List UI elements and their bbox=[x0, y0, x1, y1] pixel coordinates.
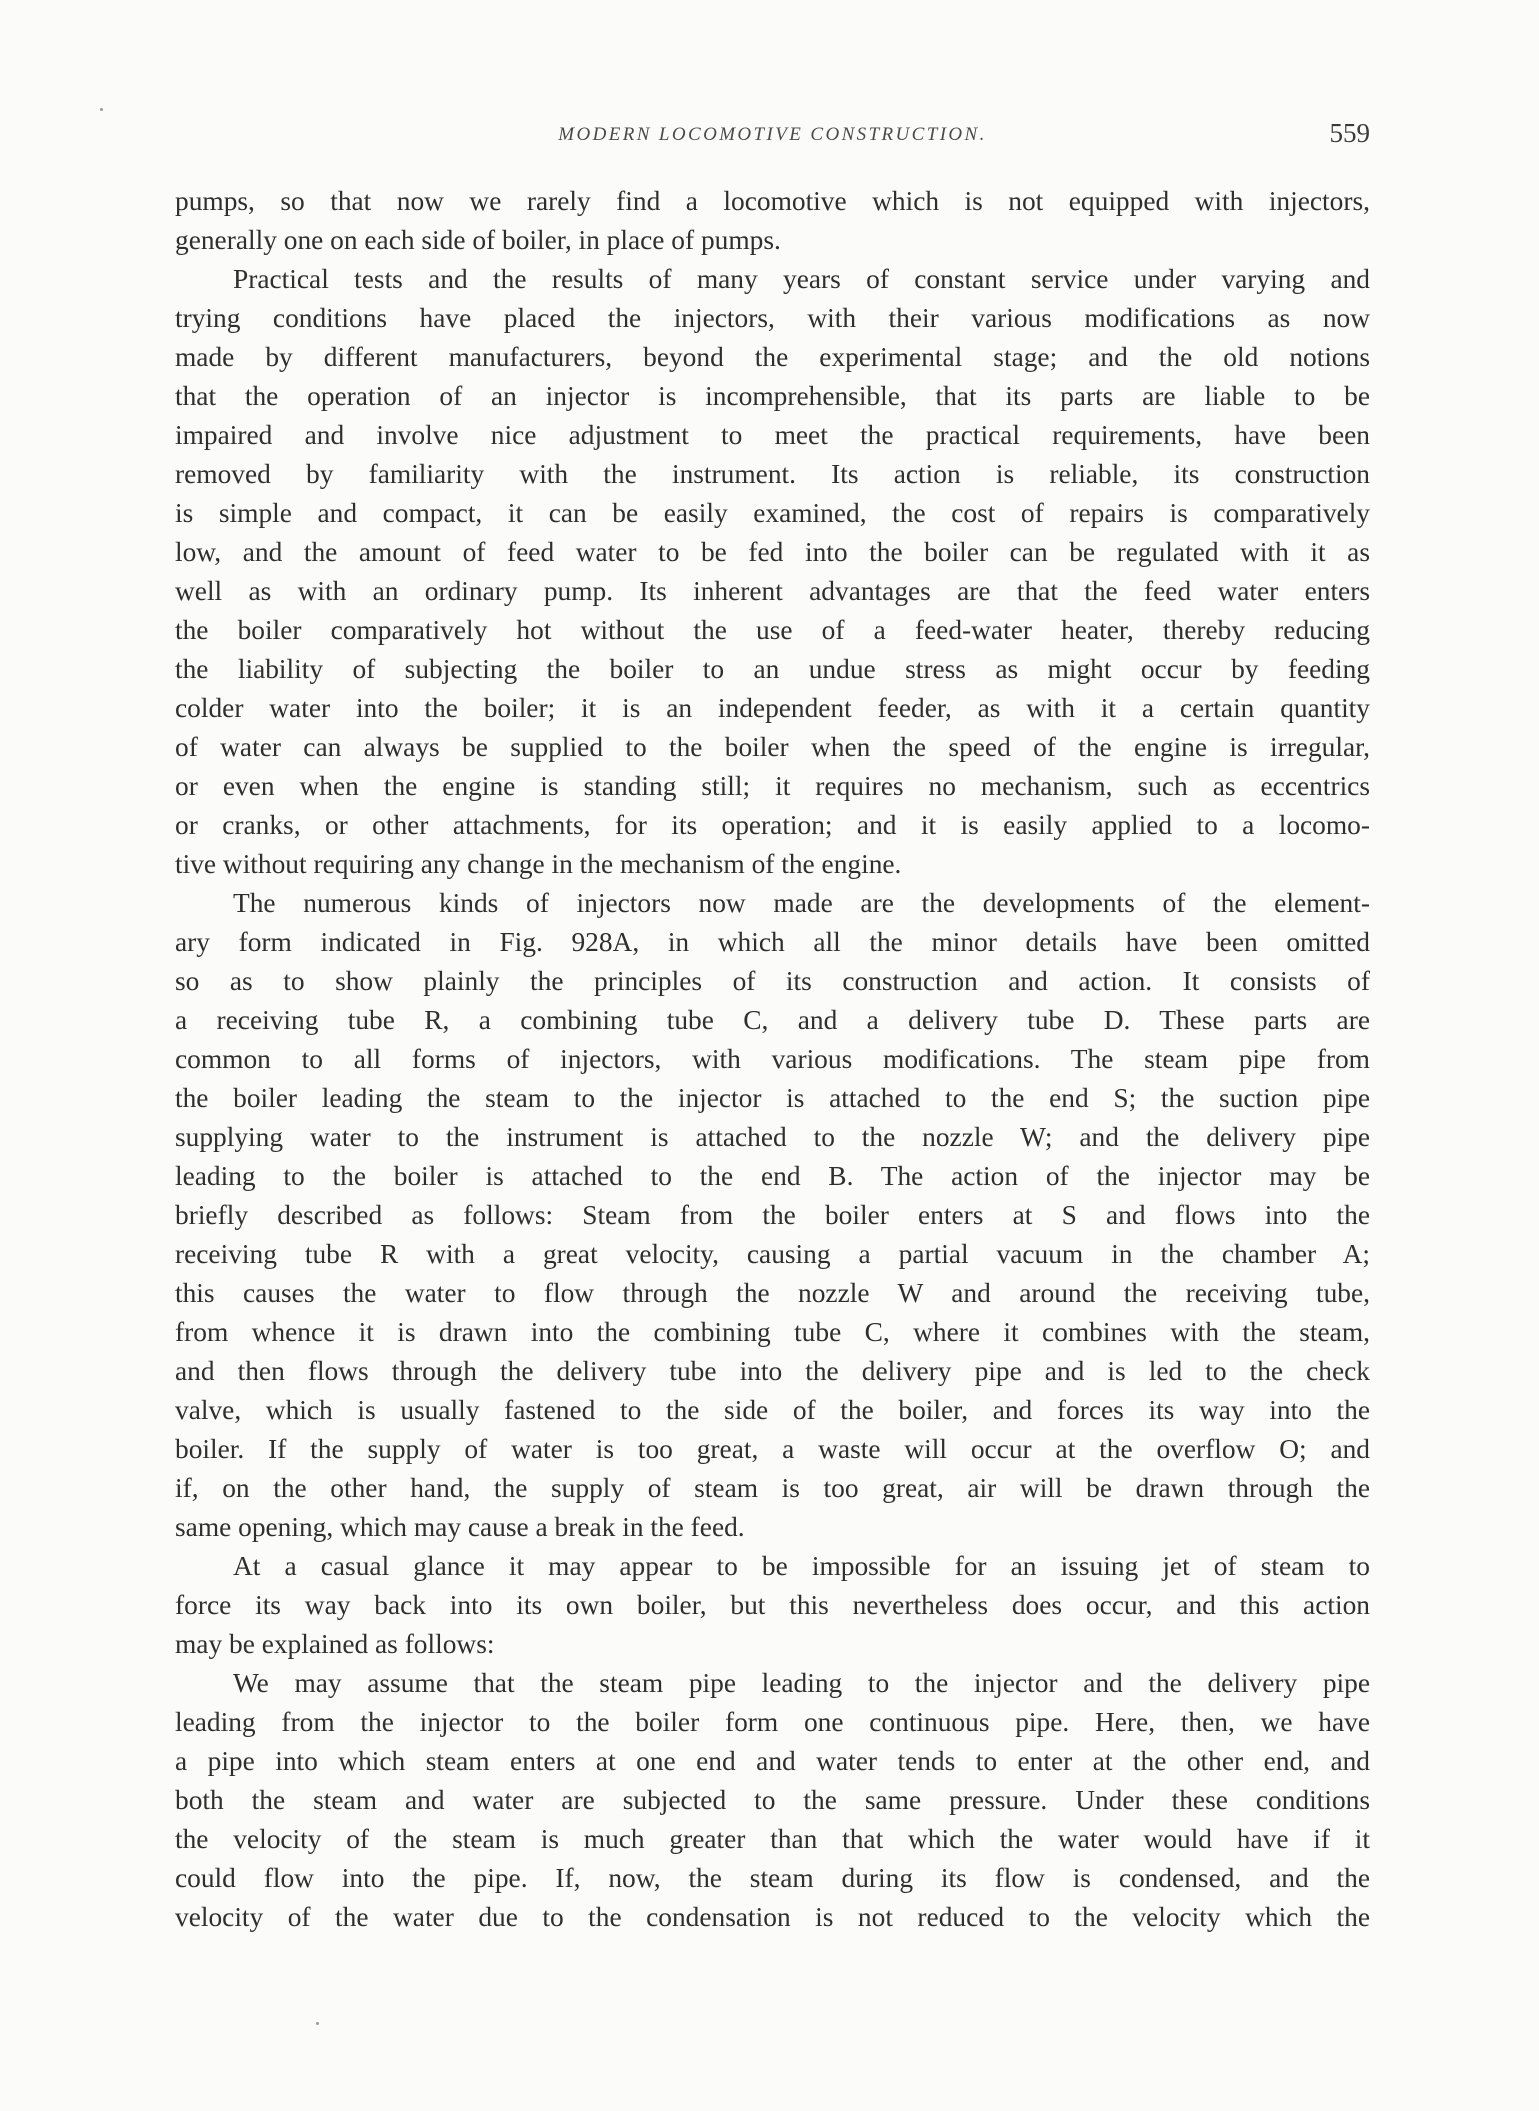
text-line: generally one on each side of boiler, in place of pumps. bbox=[175, 225, 781, 255]
text-line: At a casual glance it may appear to be impossible for an issuing jet of steam to bbox=[233, 1551, 1370, 1581]
text-line: tive without requiring any change in the mechanism of the engine. bbox=[175, 849, 902, 879]
text-line: a receiving tube R, a combining tube C, and a delivery tube D. These parts are bbox=[175, 1005, 1370, 1035]
text-line: trying conditions have placed the injectors, with their various modifications as now bbox=[175, 303, 1370, 333]
text-line: force its way back into its own boiler, but this nevertheless does occur, and this action bbox=[175, 1590, 1370, 1620]
text-line: briefly described as follows: Steam from the boiler enters at S and flows into the bbox=[175, 1200, 1370, 1230]
text-line: removed by familiarity with the instrument. Its action is reliable, its construction bbox=[175, 459, 1370, 489]
page-number: 559 bbox=[1329, 118, 1370, 148]
text-line: of water can always be supplied to the boiler when the speed of the engine is irregular, bbox=[175, 732, 1370, 762]
text-line: leading from the injector to the boiler form one continuous pipe. Here, then, we have bbox=[175, 1707, 1370, 1737]
text-line: from whence it is drawn into the combining tube C, where it combines with the steam, bbox=[175, 1317, 1370, 1347]
running-head bbox=[175, 118, 1370, 158]
text-line: Practical tests and the results of many years of constant service under varying and bbox=[233, 264, 1370, 294]
text-line: and then flows through the delivery tube into the delivery pipe and is led to the check bbox=[175, 1356, 1370, 1386]
text-line: same opening, which may cause a break in the feed. bbox=[175, 1512, 745, 1542]
text-line: pumps, so that now we rarely find a locomotive which is not equipped with injectors, bbox=[175, 186, 1370, 216]
text-line: velocity of the water due to the condensation is not reduced to the velocity which the bbox=[175, 1902, 1370, 1932]
text-line: The numerous kinds of injectors now made are the developments of the element- bbox=[233, 888, 1370, 918]
paper-speck bbox=[100, 108, 103, 111]
text-line: both the steam and water are subjected to the same pressure. Under these conditions bbox=[175, 1785, 1370, 1815]
text-line: supplying water to the instrument is attached to the nozzle W; and the delivery pipe bbox=[175, 1122, 1370, 1152]
text-line: made by different manufacturers, beyond the experimental stage; and the old notions bbox=[175, 342, 1370, 372]
text-line: the liability of subjecting the boiler to an undue stress as might occur by feeding bbox=[175, 654, 1370, 684]
paper-speck bbox=[316, 2022, 319, 2025]
text-line: that the operation of an injector is incomprehensible, that its parts are liable to be bbox=[175, 381, 1370, 411]
text-line: could flow into the pipe. If, now, the steam during its flow is condensed, and the bbox=[175, 1863, 1370, 1893]
text-line: receiving tube R with a great velocity, causing a partial vacuum in the chamber A; bbox=[175, 1239, 1370, 1269]
text-line: ary form indicated in Fig. 928A, in which all the minor details have been omitted bbox=[175, 927, 1370, 957]
text-line: leading to the boiler is attached to the end B. The action of the injector may be bbox=[175, 1161, 1370, 1191]
running-title: MODERN LOCOMOTIVE CONSTRUCTION. bbox=[558, 124, 987, 145]
text-line: this causes the water to flow through the nozzle W and around the receiving tube, bbox=[175, 1278, 1370, 1308]
text-line: valve, which is usually fastened to the side of the boiler, and forces its way into the bbox=[175, 1395, 1370, 1425]
text-line: common to all forms of injectors, with various modifications. The steam pipe from bbox=[175, 1044, 1370, 1074]
text-line: or even when the engine is standing still; it requires no mechanism, such as eccentrics bbox=[175, 771, 1370, 801]
text-line: the boiler leading the steam to the injector is attached to the end S; the suction pipe bbox=[175, 1083, 1370, 1113]
text-line: or cranks, or other attachments, for its operation; and it is easily applied to a locomo- bbox=[175, 810, 1370, 840]
text-line: colder water into the boiler; it is an independent feeder, as with it a certain quantity bbox=[175, 693, 1370, 723]
text-line: boiler. If the supply of water is too great, a waste will occur at the overflow O; and bbox=[175, 1434, 1370, 1464]
text-line: impaired and involve nice adjustment to meet the practical requirements, have been bbox=[175, 420, 1370, 450]
text-line: may be explained as follows: bbox=[175, 1629, 495, 1659]
text-line: well as with an ordinary pump. Its inherent advantages are that the feed water enters bbox=[175, 576, 1370, 606]
body-text bbox=[175, 182, 1370, 1937]
text-line: is simple and compact, it can be easily examined, the cost of repairs is comparatively bbox=[175, 498, 1370, 528]
text-line: low, and the amount of feed water to be fed into the boiler can be regulated with it as bbox=[175, 537, 1370, 567]
text-line: a pipe into which steam enters at one end and water tends to enter at the other end, and bbox=[175, 1746, 1370, 1776]
text-line: if, on the other hand, the supply of steam is too great, air will be drawn through the bbox=[175, 1473, 1370, 1503]
text-line: We may assume that the steam pipe leading to the injector and the delivery pipe bbox=[233, 1668, 1370, 1698]
text-line: the velocity of the steam is much greater than that which the water would have if it bbox=[175, 1824, 1370, 1854]
text-line: so as to show plainly the principles of its construction and action. It consists of bbox=[175, 966, 1370, 996]
text-line: the boiler comparatively hot without the use of a feed-water heater, thereby reducing bbox=[175, 615, 1370, 645]
